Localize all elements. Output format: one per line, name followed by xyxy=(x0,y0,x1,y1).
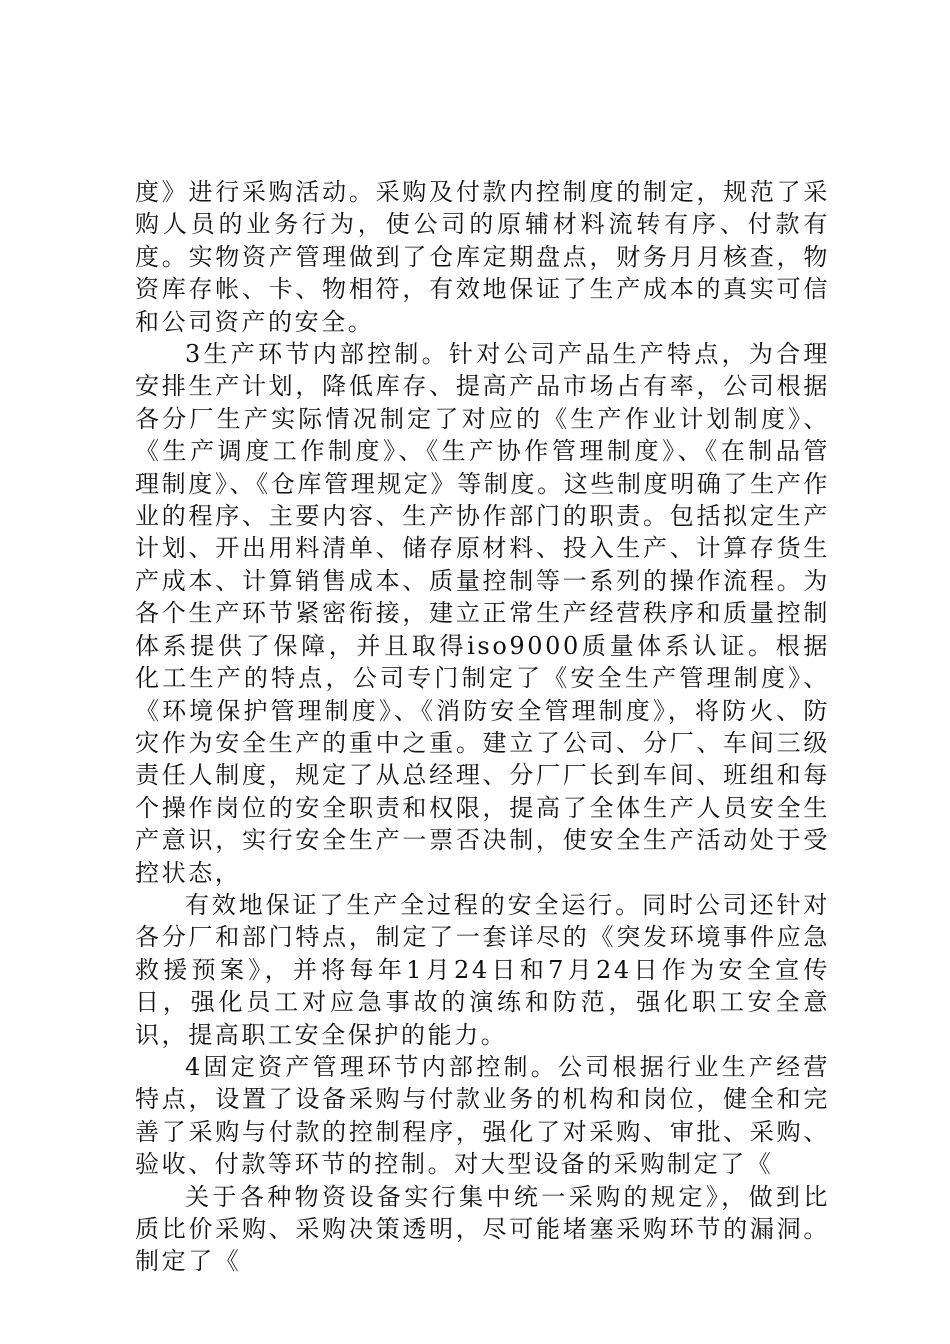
paragraph-fixed-assets-control: 4固定资产管理环节内部控制。公司根据行业生产经营特点，设置了设备采购与付款业务的机构和岗位，健全和完善了采购与付款的控制程序，强化了对采购、审批、采购、验收、付款等环节的控制。对大型设备的采购制定了《 xyxy=(135,1052,830,1179)
paragraph-safety-operation: 有效地保证了生产全过程的安全运行。同时公司还针对各分厂和部门特点，制定了一套详尽的《突发环境事件应急救援预案》，并将每年1月24日和7月24日作为安全宣传日，强化员工对应急事故的演练和防范，强化职工安全意识，提高职工安全保护的能力。 xyxy=(135,890,830,1049)
paragraph-production-control: 3生产环节内部控制。针对公司产品生产特点，为合理安排生产计划，降低库存、提高产品市场占有率，公司根据各分厂生产实际情况制定了对应的《生产作业计划制度》、《生产调度工作制度》、《生产协作管理制度》、《在制品管理制度》、《仓库管理规定》等制度。这些制度明确了生产作业的程序、主要内容、生产协作部门的职责。包括拟定生产计划、开出用料清单、储存原材料、投入生产、计算存货生产成本、计算销售成本、质量控制等一系列的操作流程。为各个生产环节紧密衔接，建立正常生产经营秩序和质量控制体系提供了保障，并且取得iso9000质量体系认证。根据化工生产的特点，公司专门制定了《安全生产管理制度》、《环境保护管理制度》、《消防安全管理制度》，将防火、防灾作为安全生产的重中之重。建立了公司、分厂、车间三级责任人制度，规定了从总经理、分厂厂长到车间、班组和每个操作岗位的安全职责和权限，提高了全体生产人员安全生产意识，实行安全生产一票否决制，使安全生产活动处于受控状态， xyxy=(135,340,830,887)
document-body xyxy=(135,176,830,1278)
paragraph-centralized-purchasing: 关于各种物资设备实行集中统一采购的规定》，做到比质比价采购、采购决策透明，尽可能堵塞采购环节的漏洞。制定了《 xyxy=(135,1182,830,1276)
paragraph-procurement-continued: 度》进行采购活动。采购及付款内控制度的制定，规范了采购人员的业务行为，使公司的原辅材料流转有序、付款有度。实物资产管理做到了仓库定期盘点，财务月月核查，物资库存帐、卡、物相符，有效地保证了生产成本的真实可信和公司资产的安全。 xyxy=(135,178,830,336)
